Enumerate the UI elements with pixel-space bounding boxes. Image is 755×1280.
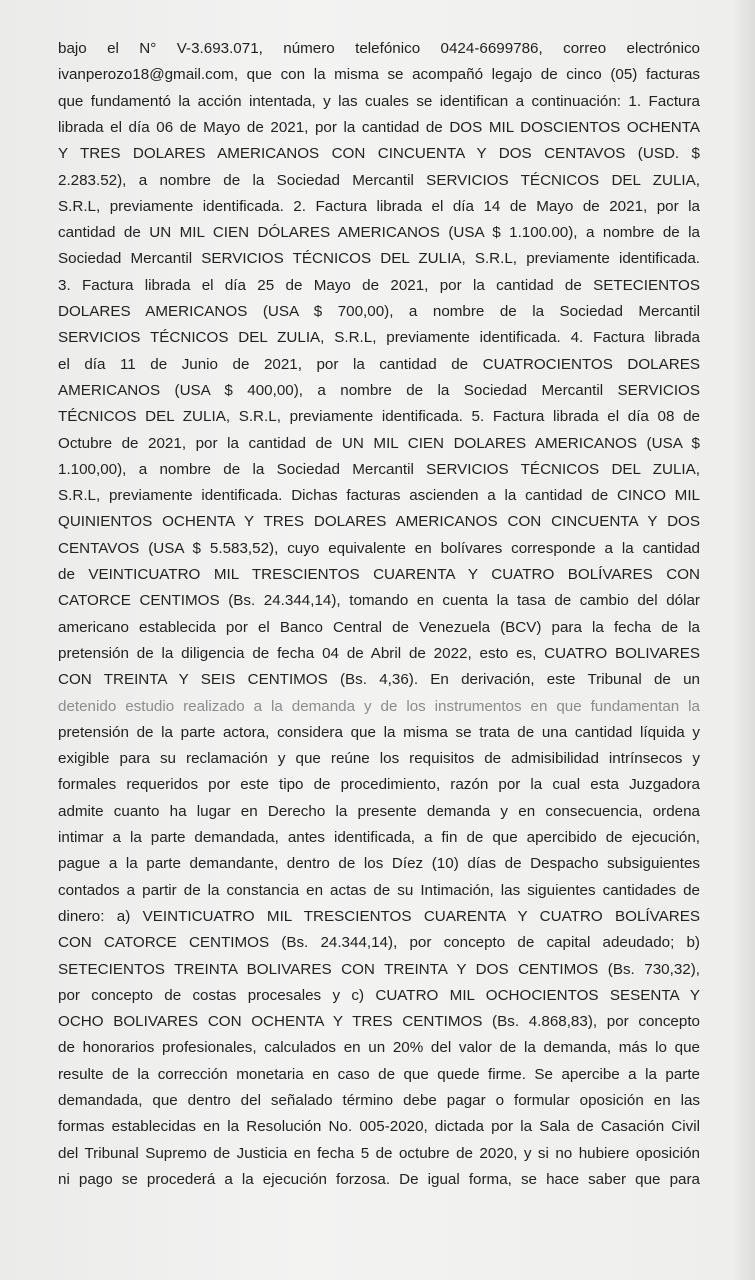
text-line: TÉCNICOS DEL ZULIA, S.R.L, previamente identificada. 5. Factura librada el día 08 de bbox=[58, 408, 700, 426]
text-line: CON TREINTA Y SEIS CENTIMOS (Bs. 4,36). En derivación, este Tribunal de un bbox=[58, 671, 700, 689]
text-line: por concepto de costas procesales y c) CUATRO MIL OCHOCIENTOS SESENTA Y bbox=[58, 986, 700, 1004]
text-line: librada el día 06 de Mayo de 2021, por la cantidad de DOS MIL DOSCIENTOS OCHENTA bbox=[58, 118, 700, 136]
text-line: DOLARES AMERICANOS (USA $ 700,00), a nombre de la Sociedad Mercantil bbox=[58, 303, 700, 320]
text-line: CENTAVOS (USA $ 5.583,52), cuyo equivalente en bolívares corresponde a la cantidad bbox=[58, 539, 700, 557]
text-line: admite cuanto ha lugar en Derecho la presente demanda y en consecuencia, ordena bbox=[58, 802, 700, 820]
text-line: SERVICIOS TÉCNICOS DEL ZULIA, S.R.L, previamente identificada. 4. Factura librada bbox=[58, 329, 700, 347]
text-line: pague a la parte demandante, dentro de los Díez (10) días de Despacho subsiguientes bbox=[58, 855, 700, 873]
text-line: intimar a la parte demandada, antes identificada, a fin de que apercibido de ejecución, bbox=[58, 829, 700, 846]
text-line: del Tribunal Supremo de Justicia en fecha 5 de octubre de 2020, y si no hubiere oposición bbox=[58, 1144, 700, 1162]
text-line: bajo el N° V-3.693.071, número telefónico 0424-6699786, correo electrónico bbox=[58, 40, 700, 57]
text-line: pretensión de la diligencia de fecha 04 de Abril de 2022, esto es, CUATRO BOLIVARES bbox=[58, 644, 700, 662]
text-line: AMERICANOS (USA $ 400,00), a nombre de la Sociedad Mercantil SERVICIOS bbox=[58, 381, 700, 399]
text-line: 3. Factura librada el día 25 de Mayo de 2021, por la cantidad de SETECIENTOS bbox=[58, 276, 700, 294]
text-line: CATORCE CENTIMOS (Bs. 24.344,14), tomando en cuenta la tasa de cambio del dólar bbox=[58, 592, 700, 610]
text-line: ni pago se procederá a la ejecución forzosa. De igual forma, se hace saber que para bbox=[58, 1170, 700, 1188]
text-line: Y TRES DOLARES AMERICANOS CON CINCUENTA Y DOS CENTAVOS (USD. $ bbox=[58, 145, 700, 163]
text-line: exigible para su reclamación y que reúne los requisitos de admisibilidad intrínsecos y bbox=[58, 750, 700, 768]
text-line: Octubre de 2021, por la cantidad de UN MIL CIEN DOLARES AMERICANOS (USA $ bbox=[58, 434, 700, 452]
text-line: pretensión de la parte actora, considera que la misma se trata de una cantidad líquida y bbox=[58, 723, 700, 741]
text-line: OCHO BOLIVARES CON OCHENTA Y TRES CENTIMOS (Bs. 4.868,83), por concepto bbox=[58, 1013, 700, 1031]
text-line: que fundamentó la acción intentada, y las cuales se identifican a continuación: 1. Factura bbox=[58, 92, 700, 110]
text-line: QUINIENTOS OCHENTA Y TRES DOLARES AMERICANOS CON CINCUENTA Y DOS bbox=[58, 513, 700, 531]
text-line: cantidad de UN MIL CIEN DÓLARES AMERICANOS (USA $ 1.100.00), a nombre de la bbox=[58, 224, 700, 242]
text-line: Sociedad Mercantil SERVICIOS TÉCNICOS DEL ZULIA, S.R.L, previamente identificada. bbox=[58, 250, 700, 268]
text-line: formales requeridos por este tipo de procedimiento, razón por la cual esta Juzgadora bbox=[58, 776, 700, 794]
text-line: detenido estudio realizado a la demanda y de los instrumentos en que fundamentan la bbox=[58, 697, 700, 715]
text-line: americano establecida por el Banco Central de Venezuela (BCV) para la fecha de la bbox=[58, 618, 700, 636]
text-line: SETECIENTOS TREINTA BOLIVARES CON TREINTA Y DOS CENTIMOS (Bs. 730,32), bbox=[58, 960, 700, 978]
text-line: 2.283.52), a nombre de la Sociedad Mercantil SERVICIOS TÉCNICOS DEL ZULIA, bbox=[58, 171, 700, 189]
text-line: CON CATORCE CENTIMOS (Bs. 24.344,14), por concepto de capital adeudado; b) bbox=[58, 934, 700, 952]
text-line: ivanperozo18@gmail.com, que con la misma se acompañó legajo de cinco (05) facturas bbox=[58, 66, 700, 84]
text-line: el día 11 de Junio de 2021, por la cantidad de CUATROCIENTOS DOLARES bbox=[58, 355, 700, 373]
text-line: de VEINTICUATRO MIL TRESCIENTOS CUARENTA Y CUATRO BOLÍVARES CON bbox=[58, 566, 700, 583]
text-line: de honorarios profesionales, calculados en un 20% del valor de la demanda, más lo que bbox=[58, 1039, 700, 1057]
text-line: dinero: a) VEINTICUATRO MIL TRESCIENTOS CUARENTA Y CUATRO BOLÍVARES bbox=[58, 907, 700, 925]
text-line: contados a partir de la constancia en actas de su Intimación, las siguientes cantidades de bbox=[58, 881, 700, 899]
text-line: demandada, que dentro del señalado término debe pagar o formular oposición en las bbox=[58, 1092, 700, 1109]
text-line: resulte de la corrección monetaria en caso de que quede firme. Se apercibe a la parte bbox=[58, 1065, 700, 1083]
text-line: S.R.L, previamente identificada. 2. Factura librada el día 14 de Mayo de 2021, por la bbox=[58, 197, 700, 215]
text-line: S.R.L, previamente identificada. Dichas facturas ascienden a la cantidad de CINCO MIL bbox=[58, 487, 700, 505]
page-edge-shadow bbox=[733, 0, 755, 1280]
text-line: formas establecidas en la Resolución No. 005-2020, dictada por la Sala de Casación Civil bbox=[58, 1118, 700, 1136]
text-line: 1.100,00), a nombre de la Sociedad Mercantil SERVICIOS TÉCNICOS DEL ZULIA, bbox=[58, 460, 700, 478]
